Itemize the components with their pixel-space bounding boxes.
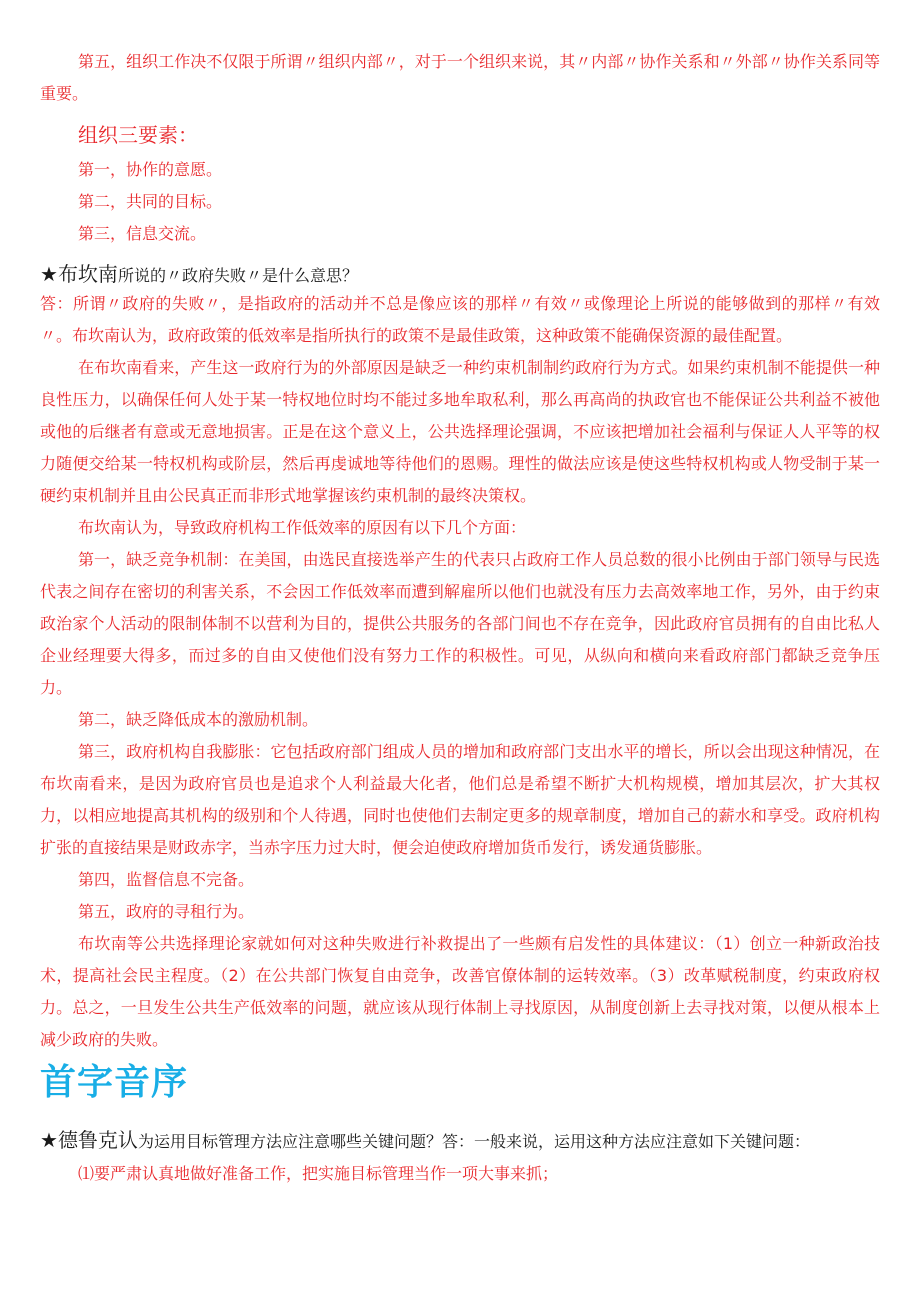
paragraph-org-work-fifth: 第五，组织工作决不仅限于所谓〃组织内部〃，对于一个组织来说，其〃内部〃协作关系和〃外部〃协作关系同等重要。	[40, 52, 880, 103]
list-item-element-2: 第二，共同的目标。	[78, 192, 223, 211]
list-item-element-1: 第一，协作的意愿。	[78, 160, 223, 179]
question-drucker-mbo	[40, 1125, 880, 1157]
paragraph-cause-3: 第三，政府机构自我膨胀：它包括政府部门组成人员的增加和政府部门支出水平的增长，所以会出现这种情况，在布坎南看来，是因为政府官员也是追求个人利益最大化者，他们总是希望不断扩大机构规模，增加其层次，扩大其权力，以相应地提高其机构的级别和个人待遇，同时也使他们去制定更多的规章制度，增加自己的薪水和享受。政府机构扩张的直接结果是财政赤字，当赤字压力过大时，便会迫使政府增加货币发行，诱发通货膨胀。	[40, 742, 880, 857]
question-buchanan-government-failure	[40, 259, 880, 291]
answer-intro: 答：所谓〃政府的失败〃，是指政府的活动并不总是像应该的那样〃有效〃或像理论上所说的能够做到的那样〃有效〃。布坎南认为，政府政策的低效率是指所执行的政策不是最佳政策，这种政策不能确保资源的最佳配置。	[40, 294, 880, 345]
paragraph-causes-intro: 布坎南认为，导致政府机构工作低效率的原因有以下几个方面：	[78, 518, 527, 537]
question-author: 德鲁克认	[57, 1128, 138, 1152]
list-item-element-3: 第三，信息交流。	[78, 224, 207, 243]
paragraph-cause-4: 第四，监督信息不完备。	[78, 870, 255, 889]
question-text: 为运用目标管理方法应注意哪些关键问题？答：一般来说，运用这种方法应注意如下关键问题：	[137, 1132, 810, 1151]
paragraph-cause-5: 第五，政府的寻租行为。	[78, 902, 255, 921]
star-icon: ★	[40, 262, 58, 286]
list-item-mbo-1: ⑴要严肃认真地做好准备工作，把实施目标管理当作一项大事来抓；	[78, 1164, 559, 1183]
paragraph-cause-2: 第二，缺乏降低成本的激励机制。	[78, 710, 319, 729]
question-text: 所说的〃政府失败〃是什么意思？	[117, 266, 358, 285]
question-author: 布坎南	[57, 262, 118, 286]
paragraph-cause-1: 第一，缺乏竞争机制：在美国，由选民直接选举产生的代表只占政府工作人员总数的很小比例由于部门领导与民选代表之间存在密切的利害关系，不会因工作低效率而遭到解雇所以他们也就没有压力去高效率地工作，另外，由于约束政治家个人活动的限制体制不以营利为目的，提供公共服务的各部门间也不存在竞争，因此政府官员拥有的自由比私人企业经理要大得多，而过多的自由又使他们没有努力工作的积极性。可见，从纵向和横向来看政府部门都缺乏竞争压力。	[40, 550, 880, 697]
section-title: 首字音序	[40, 1062, 189, 1103]
paragraph-external-cause: 在布坎南看来，产生这一政府行为的外部原因是缺乏一种约束机制制约政府行为方式。如果约束机制不能提供一种良性压力，以确保任何人处于某一特权地位时均不能过多地牟取私利，那么再高尚的执政官也不能保证公共利益不被他或他的后继者有意或无意地损害。正是在这个意义上，公共选择理论强调，不应该把增加社会福利与保证人人平等的权力随便交给某一特权机构或阶层，然后再虔诚地等待他们的恩赐。理性的做法应该是使这些特权机构或人物受制于某一硬约束机制并且由公民真正而非形式地掌握该约束机制的最终决策权。	[40, 358, 880, 505]
heading-org-three-elements: 组织三要素：	[78, 123, 198, 147]
paragraph-remedies: 布坎南等公共选择理论家就如何对这种失败进行补救提出了一些颇有启发性的具体建议：（1）创立一种新政治技术，提高社会民主程度。（2）在公共部门恢复自由竞争，改善官僚体制的运转效率。（3）改革赋税制度，约束政府权力。总之，一旦发生公共生产低效率的问题，就应该从现行体制上寻找原因，从制度创新上去寻找对策，以便从根本上减少政府的失败。	[40, 934, 880, 1049]
star-icon: ★	[40, 1128, 58, 1152]
